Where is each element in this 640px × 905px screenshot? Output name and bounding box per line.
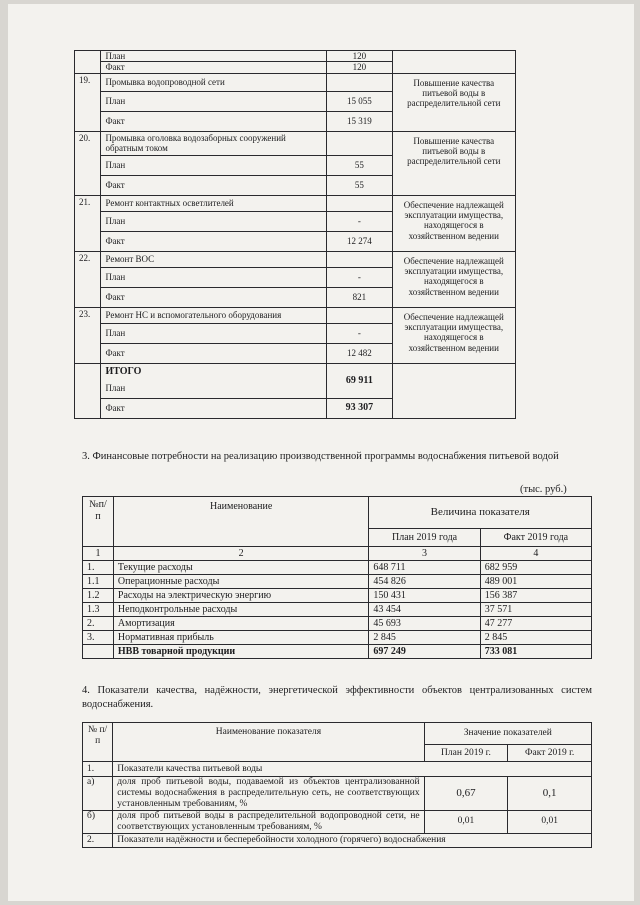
table-row: 1.3 Неподконтрольные расходы 43 454 37 571	[83, 603, 592, 617]
item-number: 23.	[75, 307, 101, 363]
plan-label: План	[101, 211, 327, 231]
unit-label: (тыс. руб.)	[520, 484, 567, 495]
item-number: 21.	[75, 195, 101, 251]
item-goal: Обеспечение надлежащей эксплуатации имущества, находящегося в хозяйственном ведении	[392, 251, 515, 307]
table-header-row	[83, 497, 592, 529]
header-value: Значение показателей	[424, 723, 591, 745]
fact-value: 12 274	[327, 231, 392, 251]
header-name: Наименование показателя	[113, 723, 424, 762]
header-num: № п/п	[83, 723, 113, 762]
total-name: НВВ товарной продукции	[113, 645, 369, 659]
total-plan-value: 69 911	[327, 363, 392, 398]
fact-label: Факт	[101, 231, 327, 251]
table-row: 2. Амортизация 45 693 47 277	[83, 617, 592, 631]
table-row: а) доля проб питьевой воды, подаваемой из объектов централизованной системы водоснабжения в распределительную сеть, не соответствующих установленным требованиям, % 0,67 0,1	[83, 777, 592, 811]
row-value: 120	[327, 51, 392, 62]
item-goal: Повышение качества питьевой воды в распределительной сети	[392, 131, 515, 195]
header-fact: Факт 2019 г.	[508, 745, 592, 762]
row-value: 120	[327, 62, 392, 73]
fact-label: Факт	[101, 111, 327, 131]
table-row: 1.2 Расходы на электрическую энергию 150 431 156 387	[83, 589, 592, 603]
plan-value: -	[327, 211, 392, 231]
table-row: 1. Текущие расходы 648 711 682 959	[83, 561, 592, 575]
plan-label: План	[101, 155, 327, 175]
total-plan-label: План	[105, 383, 126, 394]
table-row	[75, 363, 516, 398]
header-value: Величина показателя	[369, 497, 592, 529]
total-fact-label: Факт	[101, 398, 327, 418]
section3-title: 3. Финансовые потребности на реализацию производственной программы водоснабжения питьевой водой	[82, 451, 559, 462]
item-goal: Повышение качества питьевой воды в распределительной сети	[392, 73, 515, 131]
table-row	[75, 51, 516, 62]
row-label: План	[101, 51, 327, 62]
fact-value: 55	[327, 175, 392, 195]
item-name: Промывка оголовка водозаборных сооружений обратным током	[101, 131, 327, 155]
header-num: №п/п	[83, 497, 114, 547]
table-row: б) доля проб питьевой воды в распределительной водопроводной сети, не соответствующих установленным требованиям, % 0,01 0,01	[83, 810, 592, 833]
table-total-row	[83, 645, 592, 659]
fact-label: Факт	[101, 343, 327, 363]
item-name: Промывка водопроводной сети	[101, 73, 327, 91]
item-name: Ремонт НС и вспомогательного оборудования	[101, 307, 327, 323]
quality-table	[82, 722, 592, 848]
table-row: 2. Показатели надёжности и бесперебойности холодного (горячего) водоснабжения	[83, 833, 592, 847]
plan-label: План	[101, 91, 327, 111]
fact-value: 821	[327, 287, 392, 307]
item-number: 22.	[75, 251, 101, 307]
fact-label: Факт	[101, 175, 327, 195]
table-row	[75, 195, 516, 211]
item-goal: Обеспечение надлежащей эксплуатации имущества, находящегося в хозяйственном ведении	[392, 307, 515, 363]
fact-label: Факт	[101, 287, 327, 307]
plan-label: План	[101, 323, 327, 343]
item-goal: Обеспечение надлежащей эксплуатации имущества, находящегося в хозяйственном ведении	[392, 195, 515, 251]
total-fact: 733 081	[480, 645, 591, 659]
item-name: Ремонт ВОС	[101, 251, 327, 267]
total-label: ИТОГО	[105, 365, 142, 377]
table-row	[75, 307, 516, 323]
finance-table	[82, 496, 592, 659]
plan-value: -	[327, 267, 392, 287]
total-fact-value: 93 307	[327, 398, 392, 418]
row-label: Факт	[101, 62, 327, 73]
table-row: 1 2 3 4	[83, 547, 592, 561]
table-row: 1.1 Операционные расходы 454 826 489 001	[83, 575, 592, 589]
item-number: 20.	[75, 131, 101, 195]
total-plan: 697 249	[369, 645, 480, 659]
table-row	[75, 73, 516, 91]
header-fact: Факт 2019 года	[480, 529, 591, 547]
fact-value: 15 319	[327, 111, 392, 131]
plan-value: 15 055	[327, 91, 392, 111]
item-name: Ремонт контактных осветлителей	[101, 195, 327, 211]
item-number: 19.	[75, 73, 101, 131]
plan-value: -	[327, 323, 392, 343]
table-row	[75, 131, 516, 155]
section4-title: 4. Показатели качества, надёжности, энергетической эффективности объектов централизованных систем водоснабжения.	[82, 685, 592, 711]
table-row: 1. Показатели качества питьевой воды	[83, 762, 592, 777]
plan-label: План	[101, 267, 327, 287]
plan-value: 55	[327, 155, 392, 175]
measures-table	[74, 50, 516, 419]
table-header-row	[83, 723, 592, 745]
table-row	[75, 251, 516, 267]
fact-value: 12 482	[327, 343, 392, 363]
header-plan: План 2019 г.	[424, 745, 508, 762]
header-plan: План 2019 года	[369, 529, 480, 547]
table-row: 3. Нормативная прибыль 2 845 2 845	[83, 631, 592, 645]
header-name: Наименование	[113, 497, 369, 547]
